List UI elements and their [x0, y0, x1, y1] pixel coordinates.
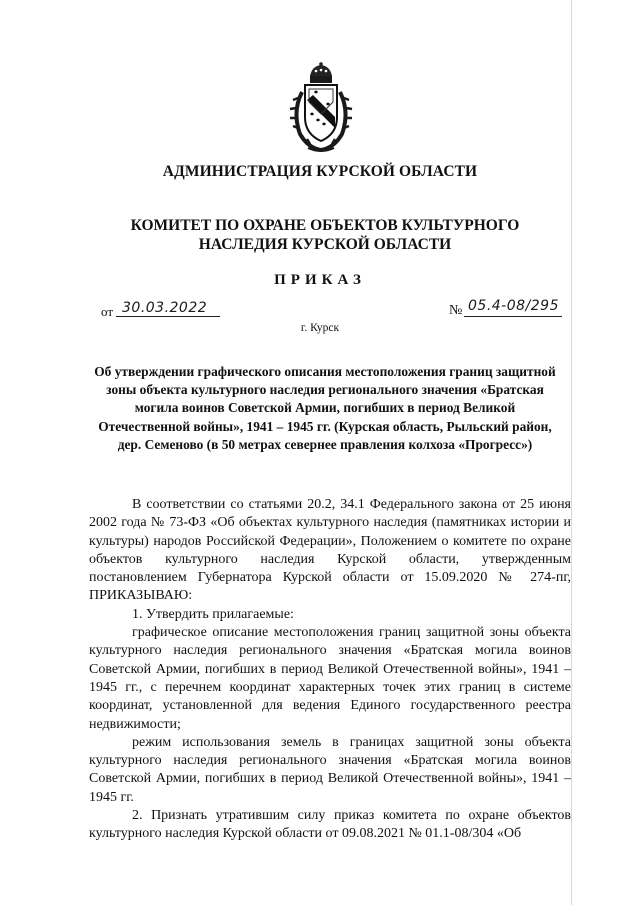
paragraph: 2. Признать утратившим силу приказ комитета по охране объектов культурного наследия Курской области от 09.08.2021 № 01.1-08/304 «Об — [89, 808, 571, 842]
paragraph: В соответствии со статьями 20.2, 34.1 Федерального закона от 25 июня 2002 года № 73-ФЗ «Об объектах культурного наследия (памятниках истории и культуры) народов Российской Федерации», Положением о комитете по охране объектов культурного наследия Курской области, утвержденным постановлением Губернатора Курской области от 15.09.2020 № 274-пг, ПРИКАЗЫВАЮ: — [89, 497, 571, 604]
number-handwritten: 05.4-08/295 — [468, 298, 559, 314]
date-underline — [116, 316, 220, 317]
number-prefix: № — [449, 303, 463, 318]
page-edge-line — [571, 0, 572, 905]
paragraph: режим использования земель в границах защитной зоны объекта культурного наследия регионального значения «Братская могила воинов Советской Армии, погибших в период Великой Отечественной войны», 1941 – 1945 гг. — [89, 734, 571, 805]
committee-heading: КОМИТЕТ ПО ОХРАНЕ ОБЪЕКТОВ КУЛЬТУРНОГО НАСЛЕДИЯ КУРСКОЙ ОБЛАСТИ — [130, 217, 520, 253]
paragraph: 1. Утвердить прилагаемые: — [132, 606, 294, 622]
administration-heading: АДМИНИСТРАЦИЯ КУРСКОЙ ОБЛАСТИ — [162, 163, 478, 180]
kursk-coat-of-arms-icon — [288, 62, 354, 154]
paragraph: графическое описание местоположения границ защитной зоны объекта культурного наследия регионального значения «Братская могила воинов Советской Армии, погибших в период Великой Отечественной войны», 1941 – 1945 гг., с перечнем координат характерных точек этих границ в системе координат, установленной для ведения Единого государственного реестра недвижимости; — [89, 625, 571, 732]
document-type-heading: ПРИКАЗ — [274, 272, 366, 288]
date-handwritten: 30.03.2022 — [122, 300, 208, 316]
date-prefix: от — [101, 304, 114, 319]
city-label: г. Курск — [300, 322, 340, 334]
order-body — [89, 496, 571, 844]
order-title: Об утверждении графического описания местоположения границ защитной зоны объекта культурного наследия регионального значения «Братская могила воинов Советской Армии, погибших в период Великой Отечественной войны», 1941 – 1945 гг. (Курская область, Рыльский район, дер. Семеново (в 50 метрах севернее правления колхоза «Прогресс») — [94, 364, 556, 452]
number-underline — [464, 316, 562, 317]
